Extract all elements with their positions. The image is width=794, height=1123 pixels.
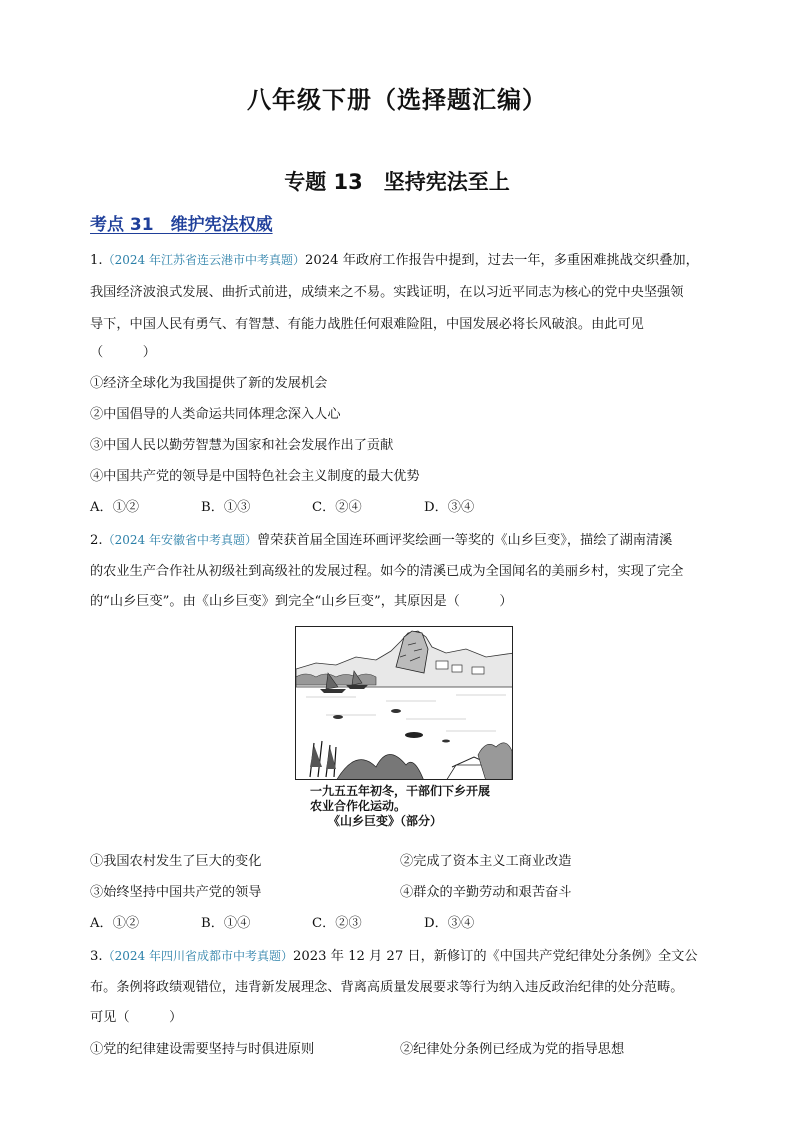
q2-item-4: ④群众的辛勤劳动和艰苦奋斗 bbox=[400, 885, 572, 900]
q1-answer-blank: （ ） bbox=[90, 345, 156, 360]
q1-option-a[interactable]: A．①② bbox=[90, 500, 140, 515]
q2-number: 2. bbox=[90, 533, 103, 548]
q2-stem-line3: 的“山乡巨变”。由《山乡巨变》到完全“山乡巨变”，其原因是（ ） bbox=[90, 594, 513, 609]
q1-option-d[interactable]: D．③④ bbox=[424, 500, 475, 515]
q1-option-c[interactable]: C．②④ bbox=[312, 500, 362, 515]
q1-stem-line1: 1.（2024 年江苏省连云港市中考真题）2024 年政府工作报告中提到，过去一年，多重困难挑战交织叠加， bbox=[90, 253, 699, 268]
q1-stem-line3: 导下，中国人民有勇气、有智慧、有能力战胜任何艰难险阻，中国发展必将长风破浪。由此可见 bbox=[90, 317, 644, 332]
q1-item-4: ④中国共产党的领导是中国特色社会主义制度的最大优势 bbox=[90, 469, 420, 484]
figure-caption-title: 《山乡巨变》（部分） bbox=[328, 814, 443, 828]
q2-stem-line1: 2.（2024 年安徽省中考真题）曾荣获首届全国连环画评奖绘画一等奖的《山乡巨变》，描绘了湖南清溪 bbox=[90, 533, 673, 548]
q3-stem-line2: 布。条例将政绩观错位，违背新发展理念、背离高质量发展要求等行为纳入违反政治纪律的处分范畴。 bbox=[90, 980, 684, 995]
q3-stem-line1: 3.（2024 年四川省成都市中考真题）2023 年 12 月 27 日，新修订的《中国共产党纪律处分条例》全文公 bbox=[90, 949, 698, 964]
topic-title: 专题 13 坚持宪法至上 bbox=[284, 170, 510, 194]
figure-caption-line1: 一九五五年初冬，干部们下乡开展 bbox=[310, 784, 491, 798]
q2-source: （2024 年安徽省中考真题） bbox=[102, 533, 257, 547]
q1-option-b[interactable]: B．①③ bbox=[201, 500, 251, 515]
q1-item-3: ③中国人民以勤劳智慧为国家和社会发展作出了贡献 bbox=[90, 438, 394, 453]
q2-item-2: ②完成了资本主义工商业改造 bbox=[400, 854, 572, 869]
q1-source: （2024 年江苏省连云港市中考真题） bbox=[102, 253, 305, 267]
q1-stem-line2: 我国经济波浪式发展、曲折式前进，成绩来之不易。实践证明，在以习近平同志为核心的党中央坚强领 bbox=[90, 285, 684, 300]
q3-source: （2024 年四川省成都市中考真题） bbox=[102, 949, 293, 963]
figure-caption-line2: 农业合作化运动。 bbox=[310, 799, 407, 813]
q3-item-1: ①党的纪律建设需要坚持与时俱进原则 bbox=[90, 1042, 315, 1057]
section-title: 考点 31 维护宪法权威 bbox=[90, 215, 273, 235]
q2-item-1: ①我国农村发生了巨大的变化 bbox=[90, 854, 262, 869]
document-title: 八年级下册（选择题汇编） bbox=[247, 86, 547, 114]
q2-option-c[interactable]: C．②③ bbox=[312, 916, 362, 931]
q3-stem-line3: 可见（ ） bbox=[90, 1010, 183, 1025]
q3-number: 3. bbox=[90, 949, 103, 964]
q1-item-1: ①经济全球化为我国提供了新的发展机会 bbox=[90, 376, 328, 391]
q2-option-a[interactable]: A．①② bbox=[90, 916, 140, 931]
q2-item-3: ③始终坚持中国共产党的领导 bbox=[90, 885, 262, 900]
q2-option-b[interactable]: B．①④ bbox=[201, 916, 251, 931]
q2-stem-line2: 的农业生产合作社从初级社到高级社的发展过程。如今的清溪已成为全国闻名的美丽乡村，实现了完全 bbox=[90, 564, 684, 579]
q1-item-2: ②中国倡导的人类命运共同体理念深入人心 bbox=[90, 407, 341, 422]
q2-option-d[interactable]: D．③④ bbox=[424, 916, 475, 931]
landscape-illustration bbox=[295, 626, 513, 780]
q1-number: 1. bbox=[90, 253, 103, 268]
q3-item-2: ②纪律处分条例已经成为党的指导思想 bbox=[400, 1042, 625, 1057]
